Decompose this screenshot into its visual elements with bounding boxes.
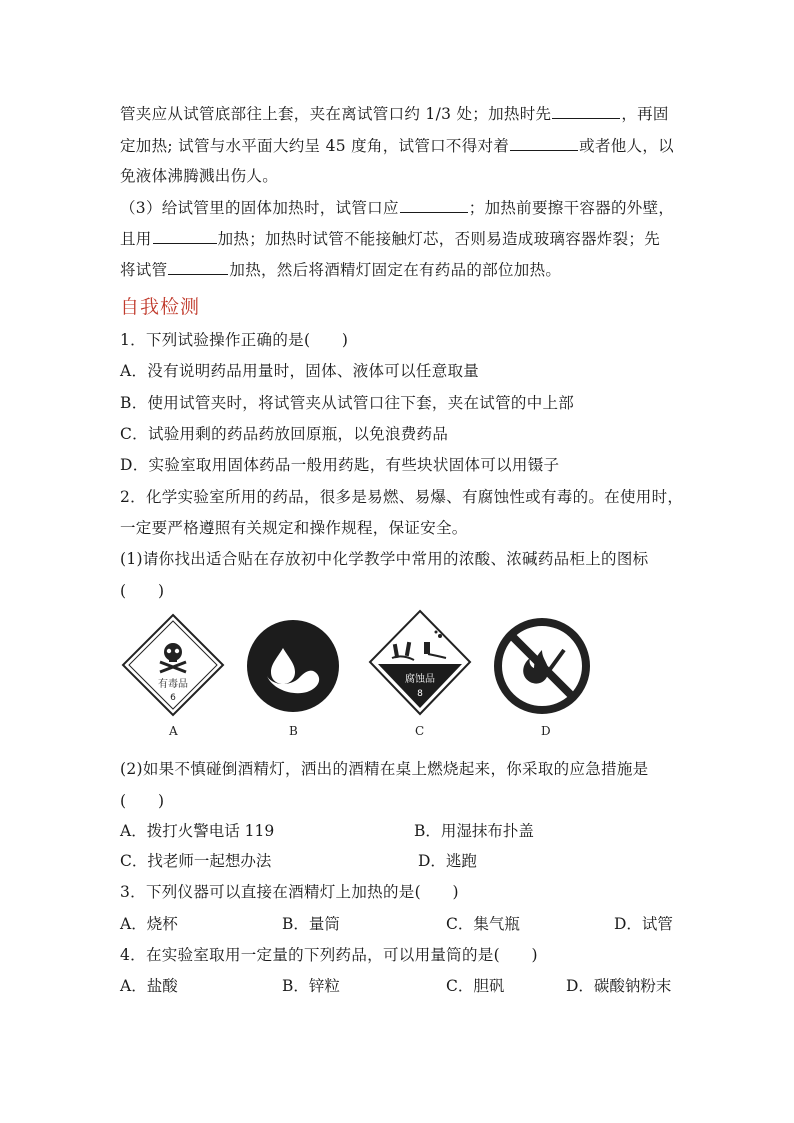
q4-option-d: D．碳酸钠粉末 <box>566 977 672 995</box>
q2-sub2-line2: ( ) <box>120 792 165 810</box>
q1-option-d: D．实验室取用固体药品一般用药匙，有些块状固体可以用镊子 <box>120 456 560 474</box>
section-title: 自我检测 <box>120 296 201 318</box>
corrosive-number: 8 <box>417 689 423 699</box>
text-span: 将试管 <box>120 261 168 279</box>
q3-option-d: D．试管 <box>614 915 673 933</box>
text-span: （3）给试管里的固体加热时，试管口应 <box>120 199 399 217</box>
para2-line1 <box>120 196 680 219</box>
figure-label-b: B <box>289 724 298 738</box>
text-span: 管夹应从试管底部往上套，夹在离试管口约 1/3 处；加热时先 <box>120 105 552 123</box>
para1-line2 <box>120 134 680 157</box>
fill-blank <box>168 258 228 275</box>
toxic-number: 6 <box>170 693 176 703</box>
q4-option-a: A．盐酸 <box>120 977 178 995</box>
corrosive-hazard-icon <box>366 608 474 718</box>
fill-blank <box>510 134 578 151</box>
para1-line1 <box>120 102 680 125</box>
figure-label-d: D <box>541 724 551 738</box>
q2-stem-line2: 一定要严格遵照有关规定和操作规程，保证安全。 <box>120 519 468 537</box>
q3-stem: 3．下列仪器可以直接在酒精灯上加热的是( ) <box>120 883 459 901</box>
q1-option-c: C．试验用剩的药品药放回原瓶，以免浪费药品 <box>120 425 449 443</box>
q2-sub1-line1: (1)请你找出适合贴在存放初中化学教学中常用的浓酸、浓碱药品柜上的图标 <box>120 550 649 568</box>
q2-option-d: D．逃跑 <box>418 852 477 870</box>
figure-label-a: A <box>169 724 178 738</box>
para2-line3 <box>120 258 680 281</box>
fill-blank <box>552 102 620 119</box>
toxic-label: 有毒品 <box>158 679 188 690</box>
text-span: 定加热; 试管与水平面大约呈 45 度角，试管口不得对着 <box>120 137 510 155</box>
fill-blank <box>153 227 217 244</box>
para2-line2 <box>120 227 680 250</box>
corrosive-label: 腐蚀品 <box>405 674 435 685</box>
water-reactive-icon <box>245 618 341 714</box>
text-span: 或者他人，以 <box>579 137 674 155</box>
figure-label-c: C <box>415 724 425 738</box>
q3-option-a: A．烧杯 <box>120 915 178 933</box>
toxic-hazard-icon <box>120 612 226 718</box>
q4-stem: 4．在实验室取用一定量的下列药品，可以用量筒的是( ) <box>120 946 538 964</box>
q3-option-b: B．量筒 <box>282 915 340 933</box>
q3-option-c: C．集气瓶 <box>446 915 520 933</box>
q2-sub1-line2: ( ) <box>120 582 165 600</box>
para1-line3: 免液体沸腾溅出伤人。 <box>120 167 279 185</box>
q2-option-a: A．拨打火警电话 119 <box>120 822 275 840</box>
q2-stem-line1: 2．化学实验室所用的药品，很多是易燃、易爆、有腐蚀性或有毒的。在使用时， <box>120 488 684 506</box>
text-span: 加热；加热时试管不能接触灯芯，否则易造成玻璃容器炸裂；先 <box>217 230 661 248</box>
fill-blank <box>400 196 468 213</box>
q2-option-b: B．用湿抹布扑盖 <box>414 822 534 840</box>
q1-option-b: B．使用试管夹时，将试管夹从试管口往下套，夹在试管的中上部 <box>120 394 575 412</box>
q4-option-c: C．胆矾 <box>446 977 505 995</box>
q2-sub2-line1: (2)如果不慎碰倒酒精灯，洒出的酒精在桌上燃烧起来，你采取的应急措施是 <box>120 760 649 778</box>
q1-option-a: A．没有说明药品用量时，固体、液体可以任意取量 <box>120 362 480 380</box>
q2-option-c: C．找老师一起想办法 <box>120 852 272 870</box>
q4-option-b: B．锌粒 <box>282 977 340 995</box>
text-span: ，再固 <box>621 105 669 123</box>
text-span: ；加热前要擦干容器的外壁， <box>468 199 675 217</box>
q1-stem: 1．下列试验操作正确的是( ) <box>120 331 349 349</box>
no-fire-icon <box>492 616 592 716</box>
text-span: 且用 <box>120 230 152 248</box>
text-span: 加热，然后将酒精灯固定在有药品的部位加热。 <box>229 261 562 279</box>
